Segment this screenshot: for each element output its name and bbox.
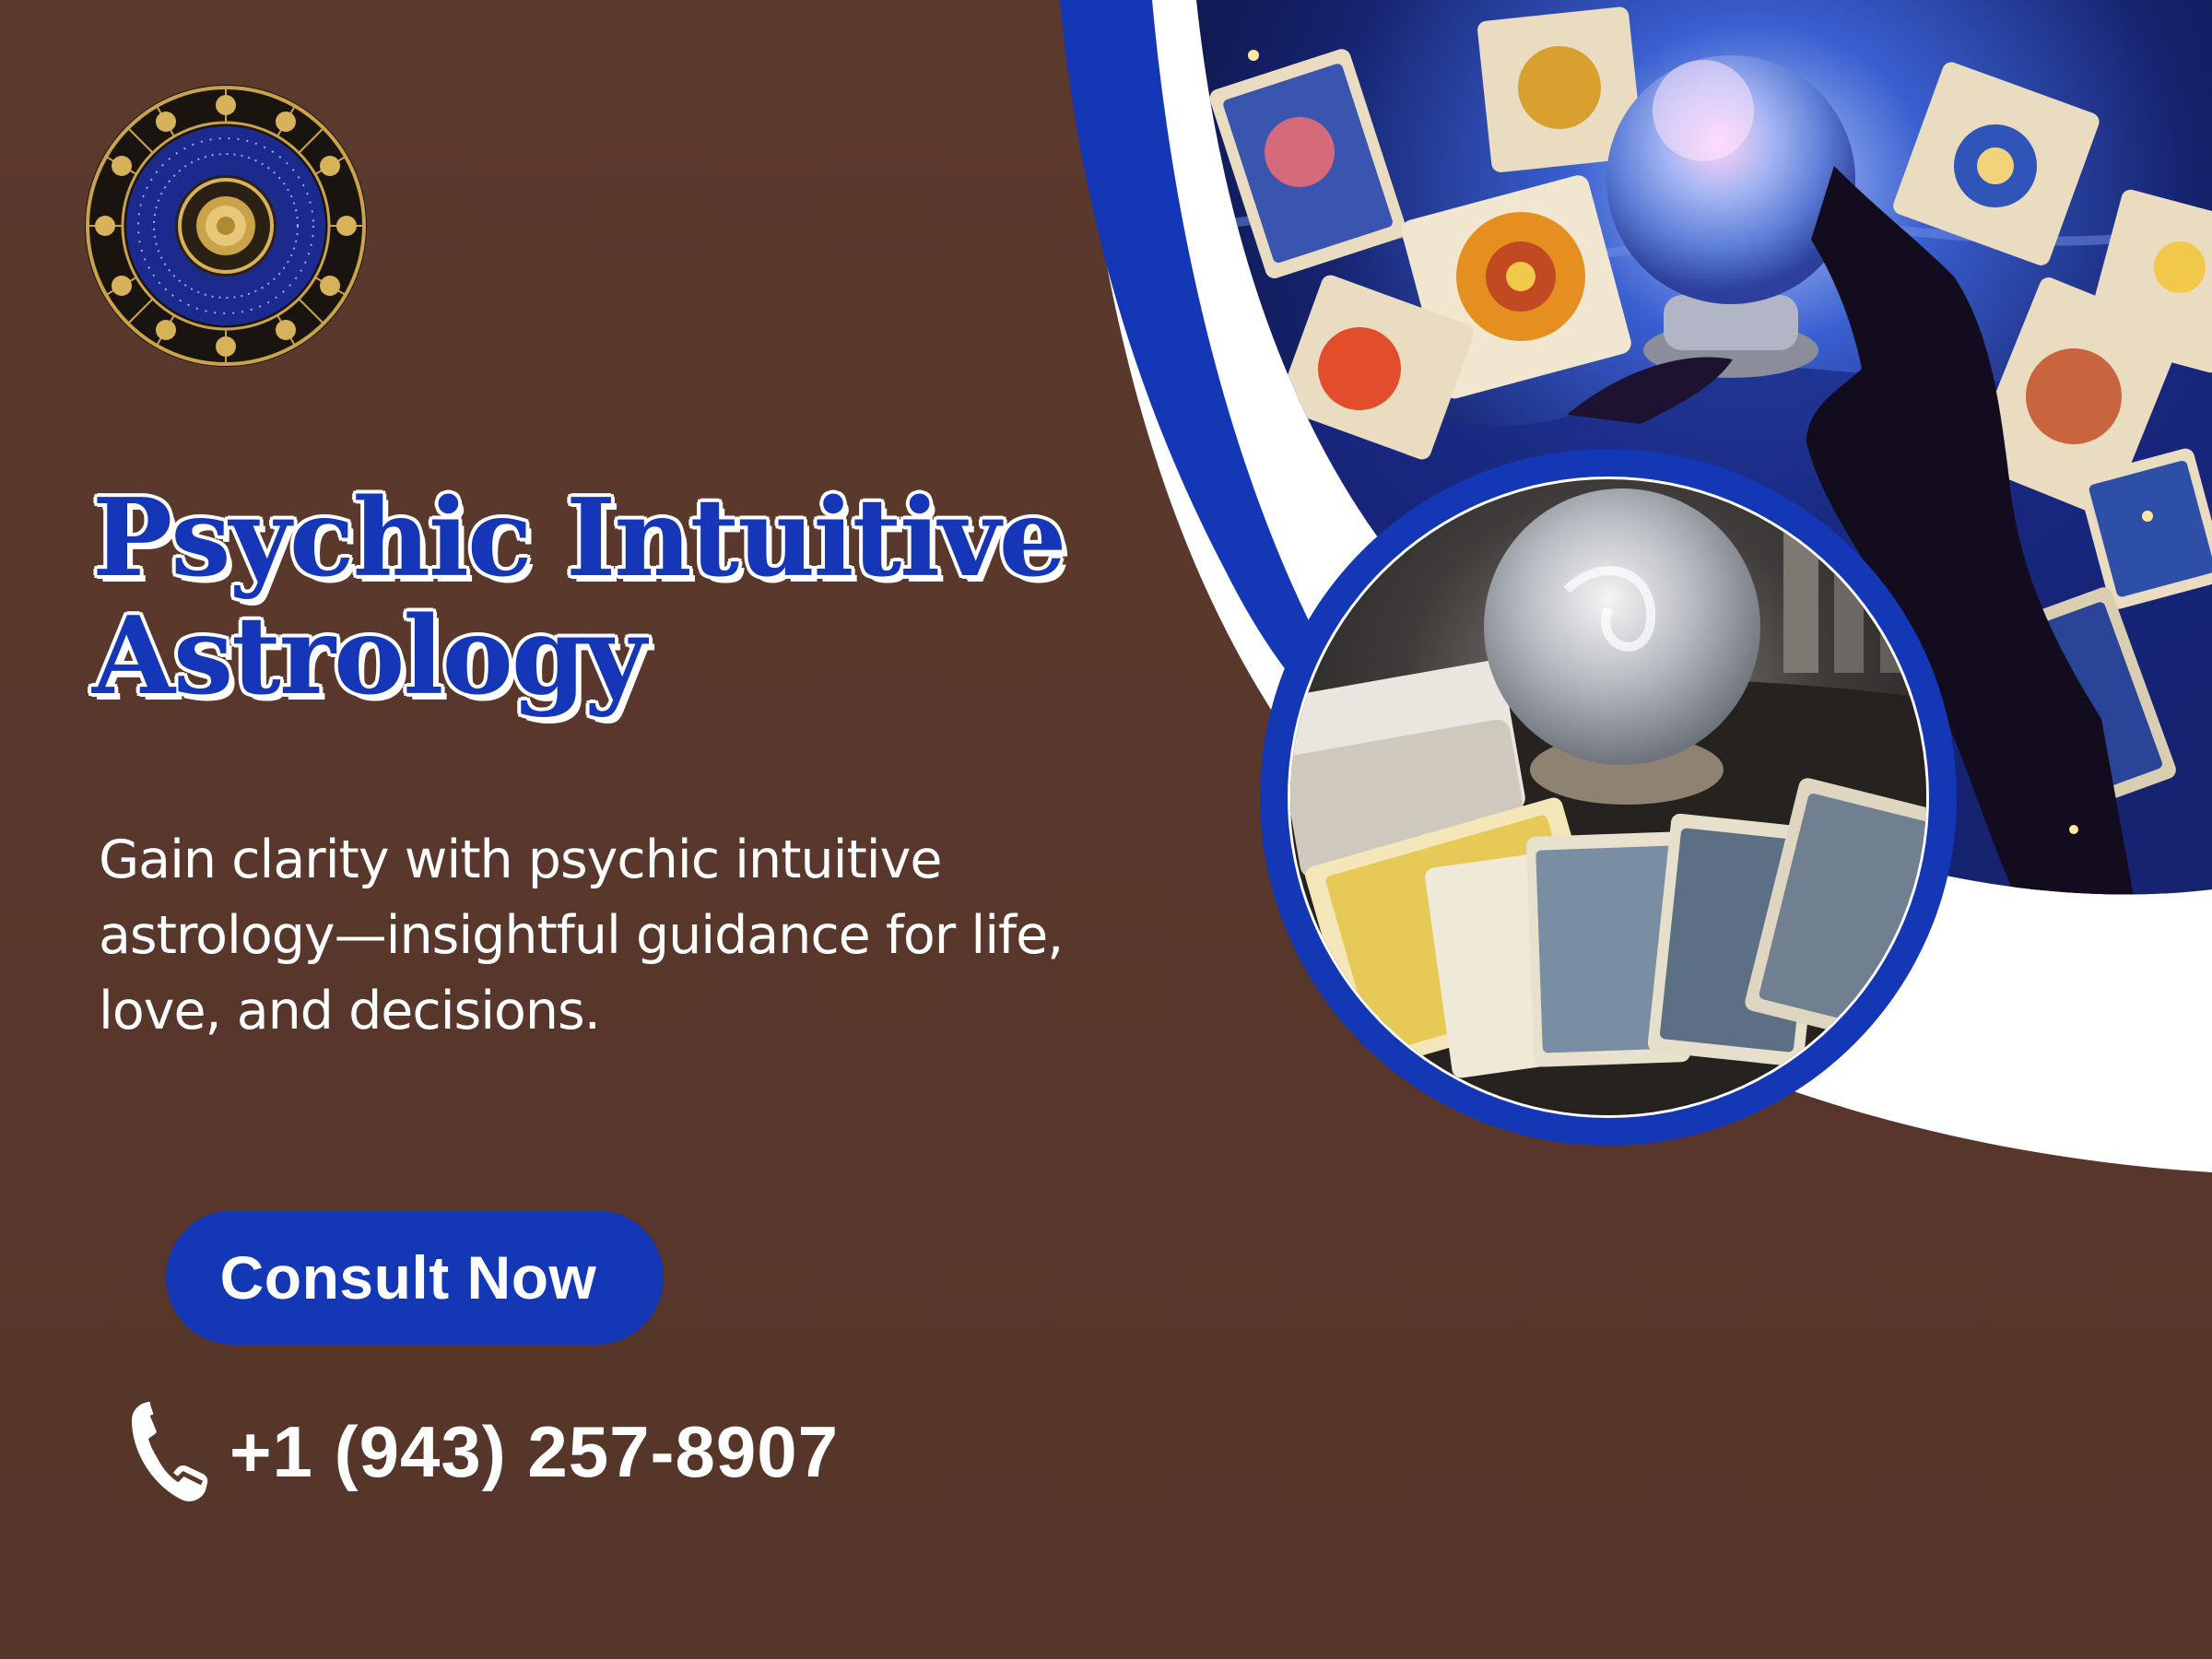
phone-icon bbox=[124, 1396, 209, 1507]
headline bbox=[92, 476, 1106, 719]
description: Gain clarity with psychic intuitive astrology—insightful guidance for life, love, and decisions. bbox=[99, 830, 1064, 1041]
headline-line-1: Psychic Intuitive bbox=[92, 476, 1065, 601]
consult-now-button[interactable]: Consult Now bbox=[166, 1210, 664, 1345]
zodiac-wheel-logo bbox=[83, 83, 369, 369]
phone-contact[interactable] bbox=[124, 1396, 839, 1507]
phone-number: +1 (943) 257-8907 bbox=[229, 1410, 839, 1492]
headline-line-2: Astrology bbox=[92, 594, 645, 719]
